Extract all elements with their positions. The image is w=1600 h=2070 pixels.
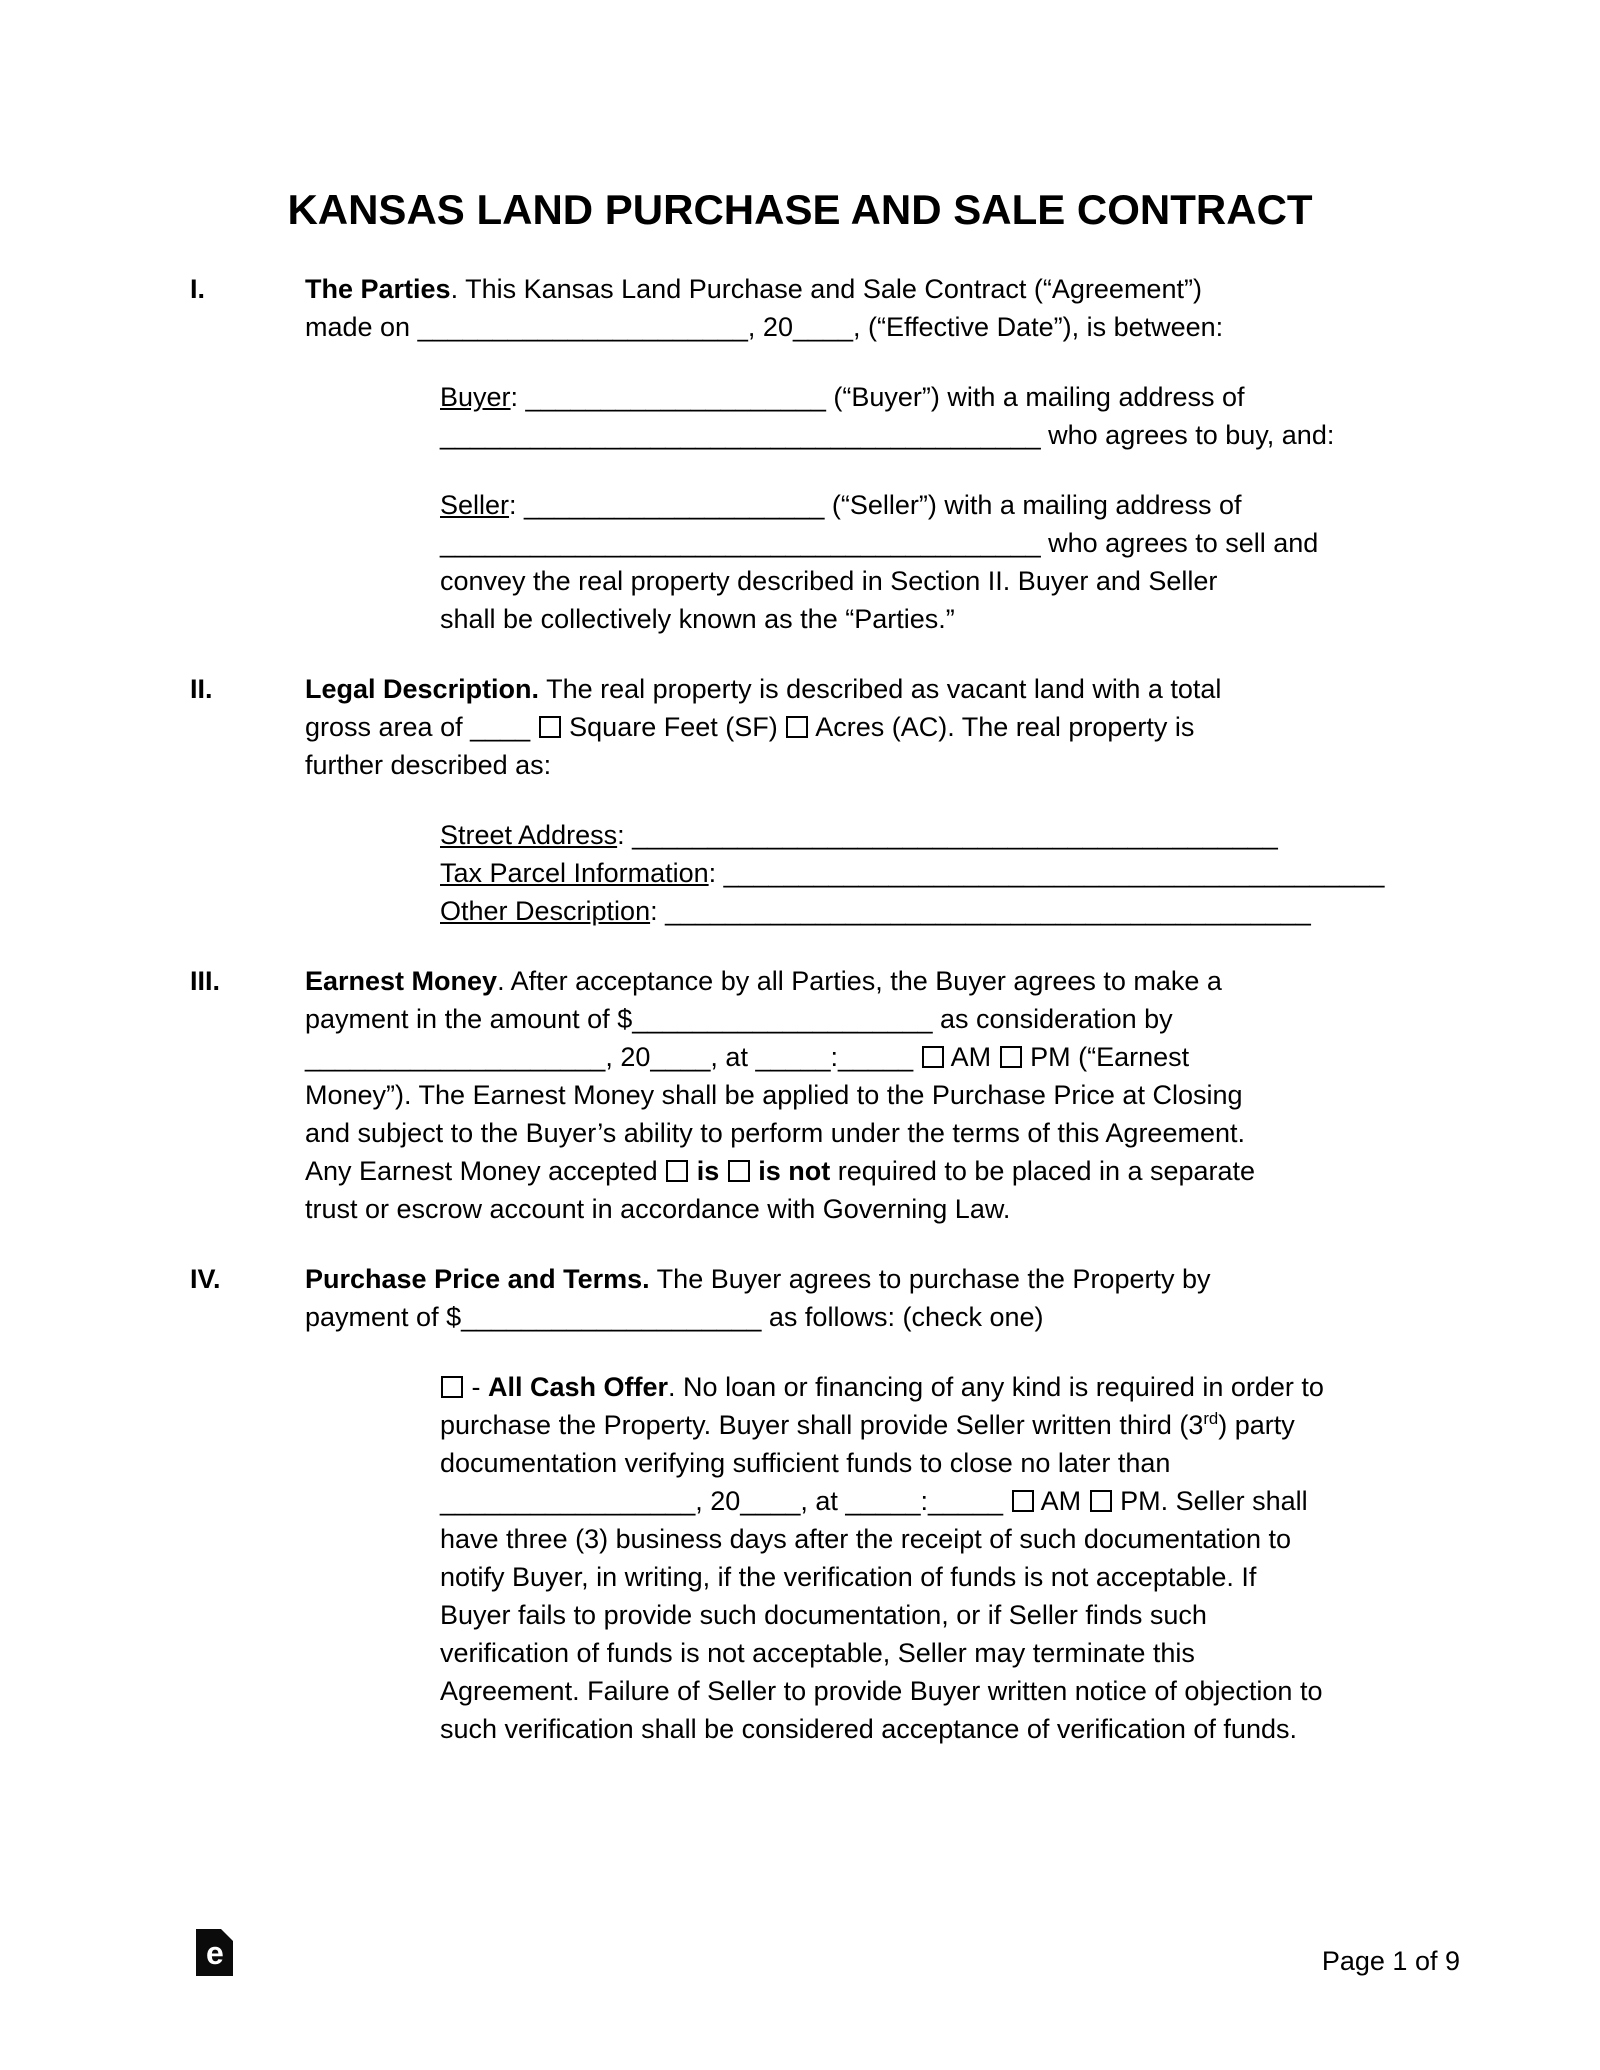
body-text: purchase the Property. Buyer shall provide Seller written third (3 <box>440 1410 1204 1440</box>
superscript-text: rd <box>1203 1409 1219 1428</box>
checkbox-icon[interactable] <box>922 1046 944 1068</box>
checkbox-icon[interactable] <box>666 1160 688 1182</box>
body-text: Buyer fails to provide such documentation, or if Seller finds such <box>440 1600 1207 1630</box>
body-text: ________________________________________ who agrees to sell and <box>440 528 1319 558</box>
body-text: : ____________________________________________ <box>708 858 1385 888</box>
page-indicator: Page 1 of 9 <box>1321 1946 1460 1976</box>
section-content <box>305 1260 1410 1748</box>
body-text: Any Earnest Money accepted <box>305 1156 666 1186</box>
body-text: and subject to the Buyer’s ability to perform under the terms of this Agreement. <box>305 1118 1245 1148</box>
text-line <box>440 1520 1410 1558</box>
body-text: The real property is described as vacant land with a total <box>539 674 1222 704</box>
text-line <box>440 1672 1410 1710</box>
body-text: ) party <box>1218 1410 1295 1440</box>
checkbox-icon[interactable] <box>728 1160 750 1182</box>
document-body <box>190 186 1410 1780</box>
text-line <box>305 1000 1410 1038</box>
body-text: Agreement. Failure of Seller to provide Buyer written notice of objection to <box>440 1676 1323 1706</box>
underlined-label: Buyer <box>440 382 511 412</box>
body-text: . This Kansas Land Purchase and Sale Contract (“Agreement”) <box>450 274 1202 304</box>
section-numeral: III. <box>190 966 221 996</box>
section-content <box>305 670 1410 930</box>
underlined-label: Seller <box>440 490 510 520</box>
text-line <box>305 962 1410 1000</box>
text-line <box>440 1406 1410 1444</box>
bold-text: Earnest Money <box>305 966 498 996</box>
paragraph <box>440 816 1410 930</box>
bold-text: All Cash Offer <box>488 1372 669 1402</box>
body-text: notify Buyer, in writing, if the verification of funds is not acceptable. If <box>440 1562 1257 1592</box>
text-line <box>440 892 1410 930</box>
body-text: - <box>464 1372 488 1402</box>
text-line <box>440 1368 1410 1406</box>
text-line <box>440 854 1410 892</box>
section-the-parties <box>190 270 1410 638</box>
underlined-label: Tax Parcel Information <box>440 858 709 888</box>
text-line <box>440 524 1410 562</box>
bold-text: is <box>696 1156 720 1186</box>
body-text: . No loan or financing of any kind is required in order to <box>668 1372 1324 1402</box>
section-numeral: IV. <box>190 1264 221 1294</box>
section-legal-description <box>190 670 1410 930</box>
text-line <box>440 416 1410 454</box>
text-line <box>305 670 1410 708</box>
eforms-document-icon <box>196 1929 233 1976</box>
body-text: payment of $____________________ as follows: (check one) <box>305 1302 1044 1332</box>
body-text: such verification shall be considered acceptance of verification of funds. <box>440 1714 1297 1744</box>
text-line <box>440 1444 1410 1482</box>
sections <box>190 270 1410 1748</box>
text-line <box>440 1482 1410 1520</box>
text-line <box>440 562 1410 600</box>
section-purchase-price-and-terms <box>190 1260 1410 1748</box>
checkbox-icon[interactable] <box>1012 1490 1034 1512</box>
paragraph <box>440 486 1410 638</box>
text-line <box>305 308 1410 346</box>
checkbox-icon[interactable] <box>786 716 808 738</box>
body-text: ____________________, 20____, at _____:_____ <box>305 1042 921 1072</box>
body-text: . After acceptance by all Parties, the Buyer agrees to make a <box>497 966 1222 996</box>
text-line <box>440 1634 1410 1672</box>
bold-text: is not <box>758 1156 831 1186</box>
paragraph <box>440 1368 1410 1748</box>
body-text: AM <box>944 1042 999 1072</box>
paragraph <box>305 270 1410 346</box>
text-line <box>305 270 1410 308</box>
body-text <box>689 1156 697 1186</box>
body-text: made on ______________________, 20____, (“Effective Date”), is between: <box>305 312 1224 342</box>
section-numeral: I. <box>190 274 206 304</box>
body-text: gross area of ____ <box>305 712 538 742</box>
paragraph <box>440 378 1410 454</box>
text-line <box>440 1596 1410 1634</box>
body-text: PM (“Earnest <box>1022 1042 1190 1072</box>
body-text: : ____________________ (“Seller”) with a mailing address of <box>509 490 1242 520</box>
section-content <box>305 270 1410 638</box>
text-line <box>305 708 1410 746</box>
paragraph <box>305 962 1410 1228</box>
document-title: KANSAS LAND PURCHASE AND SALE CONTRACT <box>287 186 1313 233</box>
body-text: PM. Seller shall <box>1112 1486 1308 1516</box>
body-text: verification of funds is not acceptable, Seller may terminate this <box>440 1638 1195 1668</box>
text-line <box>305 1260 1410 1298</box>
text-line <box>440 1710 1410 1748</box>
body-text: Acres (AC). The real property is <box>809 712 1195 742</box>
checkbox-icon[interactable] <box>1090 1490 1112 1512</box>
paragraph <box>305 670 1410 784</box>
text-line <box>440 486 1410 524</box>
body-text: have three (3) business days after the receipt of such documentation to <box>440 1524 1291 1554</box>
body-text: Money”). The Earnest Money shall be applied to the Purchase Price at Closing <box>305 1080 1243 1110</box>
bold-text: Purchase Price and Terms. <box>305 1264 650 1294</box>
checkbox-icon[interactable] <box>539 716 561 738</box>
text-line <box>305 1038 1410 1076</box>
text-line <box>305 1152 1410 1190</box>
text-line <box>440 1558 1410 1596</box>
body-text: convey the real property described in Section II. Buyer and Seller <box>440 566 1218 596</box>
checkbox-icon[interactable] <box>1000 1046 1022 1068</box>
text-line <box>305 746 1410 784</box>
body-text <box>719 1156 727 1186</box>
body-text: trust or escrow account in accordance with Governing Law. <box>305 1194 1011 1224</box>
bold-text: The Parties <box>305 274 451 304</box>
body-text: The Buyer agrees to purchase the Property by <box>649 1264 1211 1294</box>
underlined-label: Street Address <box>440 820 618 850</box>
body-text: _________________, 20____, at _____:_____ <box>440 1486 1011 1516</box>
section-content <box>305 962 1410 1228</box>
paragraph <box>305 1260 1410 1336</box>
section-numeral: II. <box>190 674 213 704</box>
body-text: shall be collectively known as the “Parties.” <box>440 604 955 634</box>
text-line <box>440 378 1410 416</box>
body-text: : ___________________________________________ <box>617 820 1278 850</box>
text-line <box>305 1114 1410 1152</box>
body-text: documentation verifying sufficient funds to close no later than <box>440 1448 1171 1478</box>
text-line <box>440 600 1410 638</box>
underlined-label: Other Description <box>440 896 651 926</box>
text-line <box>305 1298 1410 1336</box>
body-text: ________________________________________ who agrees to buy, and: <box>440 420 1335 450</box>
section-earnest-money <box>190 962 1410 1228</box>
logo-letter: e <box>206 1935 224 1971</box>
body-text: AM <box>1034 1486 1089 1516</box>
body-text: Square Feet (SF) <box>561 712 786 742</box>
bold-text: Legal Description. <box>305 674 540 704</box>
body-text: required to be placed in a separate <box>830 1156 1256 1186</box>
checkbox-icon[interactable] <box>441 1376 463 1398</box>
body-text: : ____________________ (“Buyer”) with a mailing address of <box>510 382 1245 412</box>
body-text: further described as: <box>305 750 552 780</box>
body-text: payment in the amount of $____________________ as consideration by <box>305 1004 1173 1034</box>
text-line <box>440 816 1410 854</box>
body-text: : ___________________________________________ <box>650 896 1311 926</box>
text-line <box>305 1190 1410 1228</box>
text-line <box>305 1076 1410 1114</box>
